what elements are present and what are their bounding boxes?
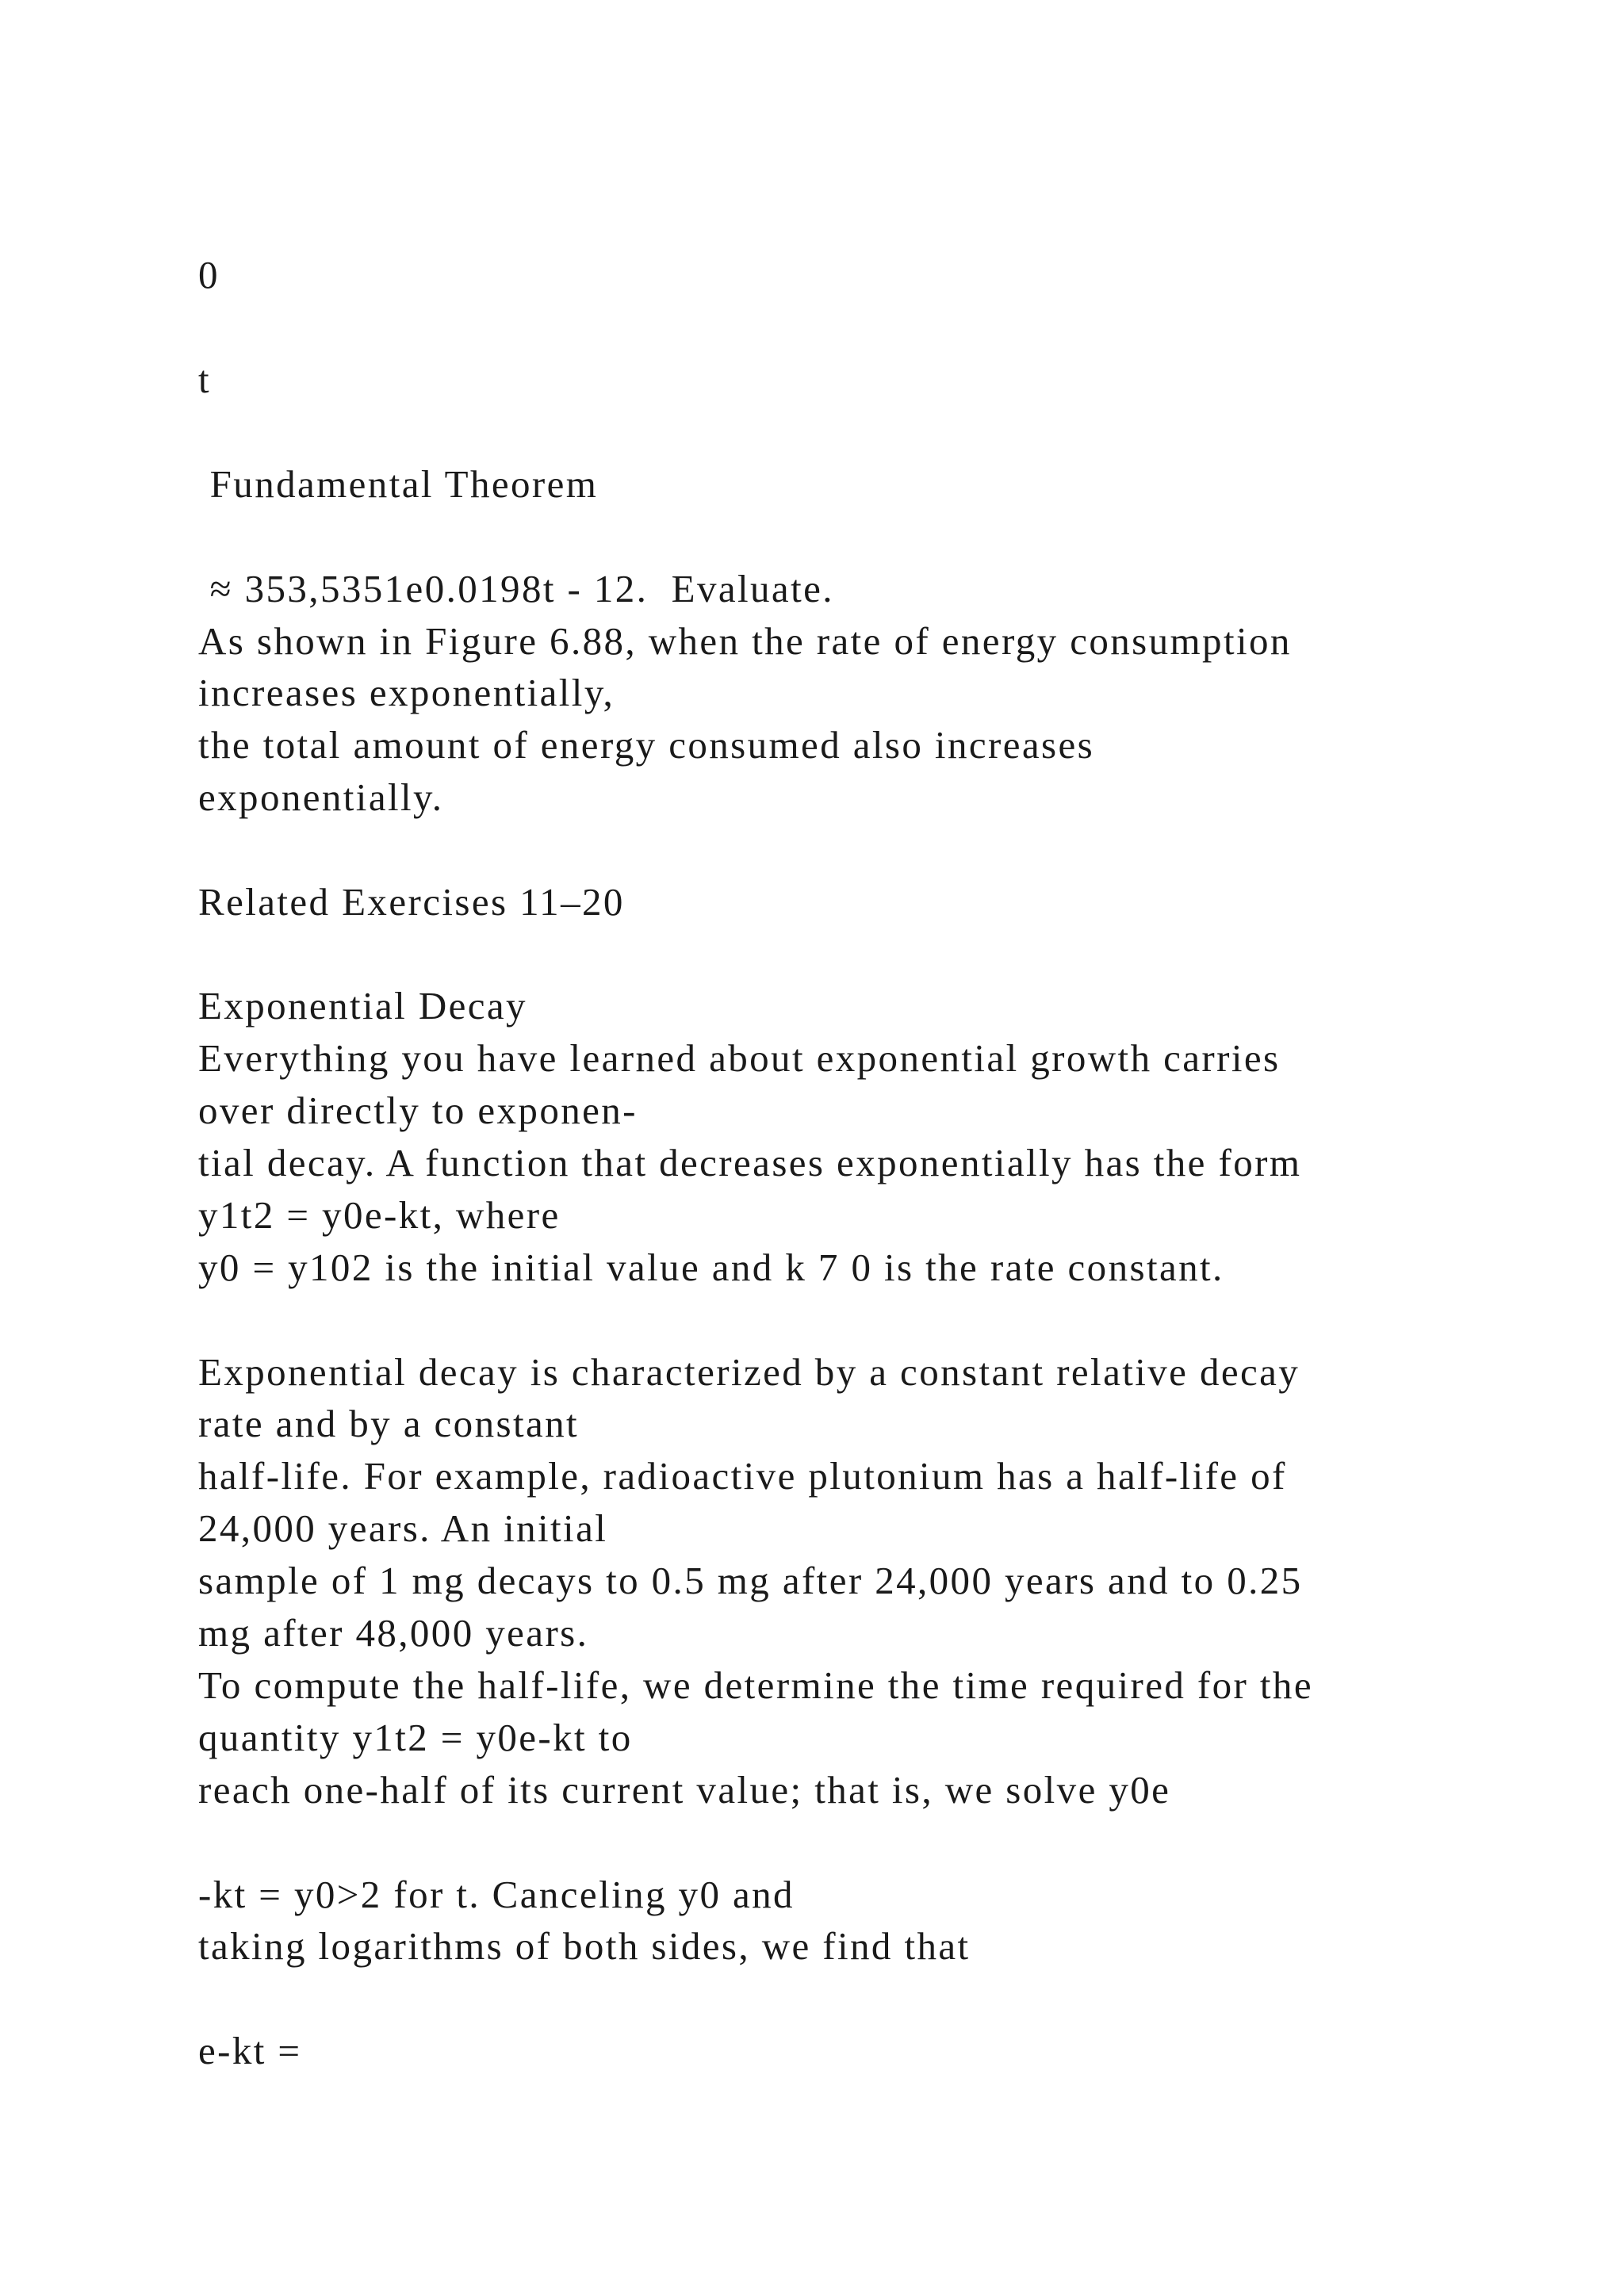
text-line: Everything you have learned about exponential growth carries bbox=[198, 1036, 1281, 1080]
text-line: -kt = y0>2 for t. Canceling y0 and bbox=[198, 1873, 795, 1916]
text-line: Related Exercises 11–20 bbox=[198, 880, 625, 924]
text-line: increases exponentially, bbox=[198, 671, 615, 714]
text-line: tial decay. A function that decreases exponentially has the form bbox=[198, 1141, 1302, 1184]
text-line: ≈ 353,5351e0.0198t - 12. Evaluate. bbox=[198, 567, 834, 610]
text-line: e-kt = bbox=[198, 2029, 302, 2072]
text-line: y0 = y102 is the initial value and k 7 0 is the rate constant. bbox=[198, 1246, 1224, 1289]
text-line: y1t2 = y0e-kt, where bbox=[198, 1193, 561, 1237]
text-line: half-life. For example, radioactive plutonium has a half-life of bbox=[198, 1454, 1287, 1498]
text-line: Exponential decay is characterized by a constant relative decay bbox=[198, 1350, 1300, 1394]
text-line: taking logarithms of both sides, we find that bbox=[198, 1924, 971, 1968]
text-line: mg after 48,000 years. bbox=[198, 1611, 589, 1655]
text-line: Fundamental Theorem bbox=[198, 462, 599, 506]
text-line: sample of 1 mg decays to 0.5 mg after 24,000 years and to 0.25 bbox=[198, 1559, 1303, 1602]
text-line: To compute the half-life, we determine the time required for the bbox=[198, 1663, 1313, 1707]
text-line: exponentially. bbox=[198, 775, 444, 819]
text-line: rate and by a constant bbox=[198, 1402, 580, 1445]
text-line: 0 bbox=[198, 253, 220, 297]
text-line: t bbox=[198, 358, 212, 401]
text-line: the total amount of energy consumed also increases bbox=[198, 723, 1095, 767]
section-heading: Exponential Decay bbox=[198, 984, 527, 1027]
text-line: As shown in Figure 6.88, when the rate of energy consumption bbox=[198, 619, 1292, 663]
text-line: over directly to exponen- bbox=[198, 1089, 638, 1132]
text-line: reach one-half of its current value; that is, we solve y0e bbox=[198, 1768, 1171, 1812]
text-line: 24,000 years. An initial bbox=[198, 1506, 608, 1550]
text-line: quantity y1t2 = y0e-kt to bbox=[198, 1716, 633, 1759]
